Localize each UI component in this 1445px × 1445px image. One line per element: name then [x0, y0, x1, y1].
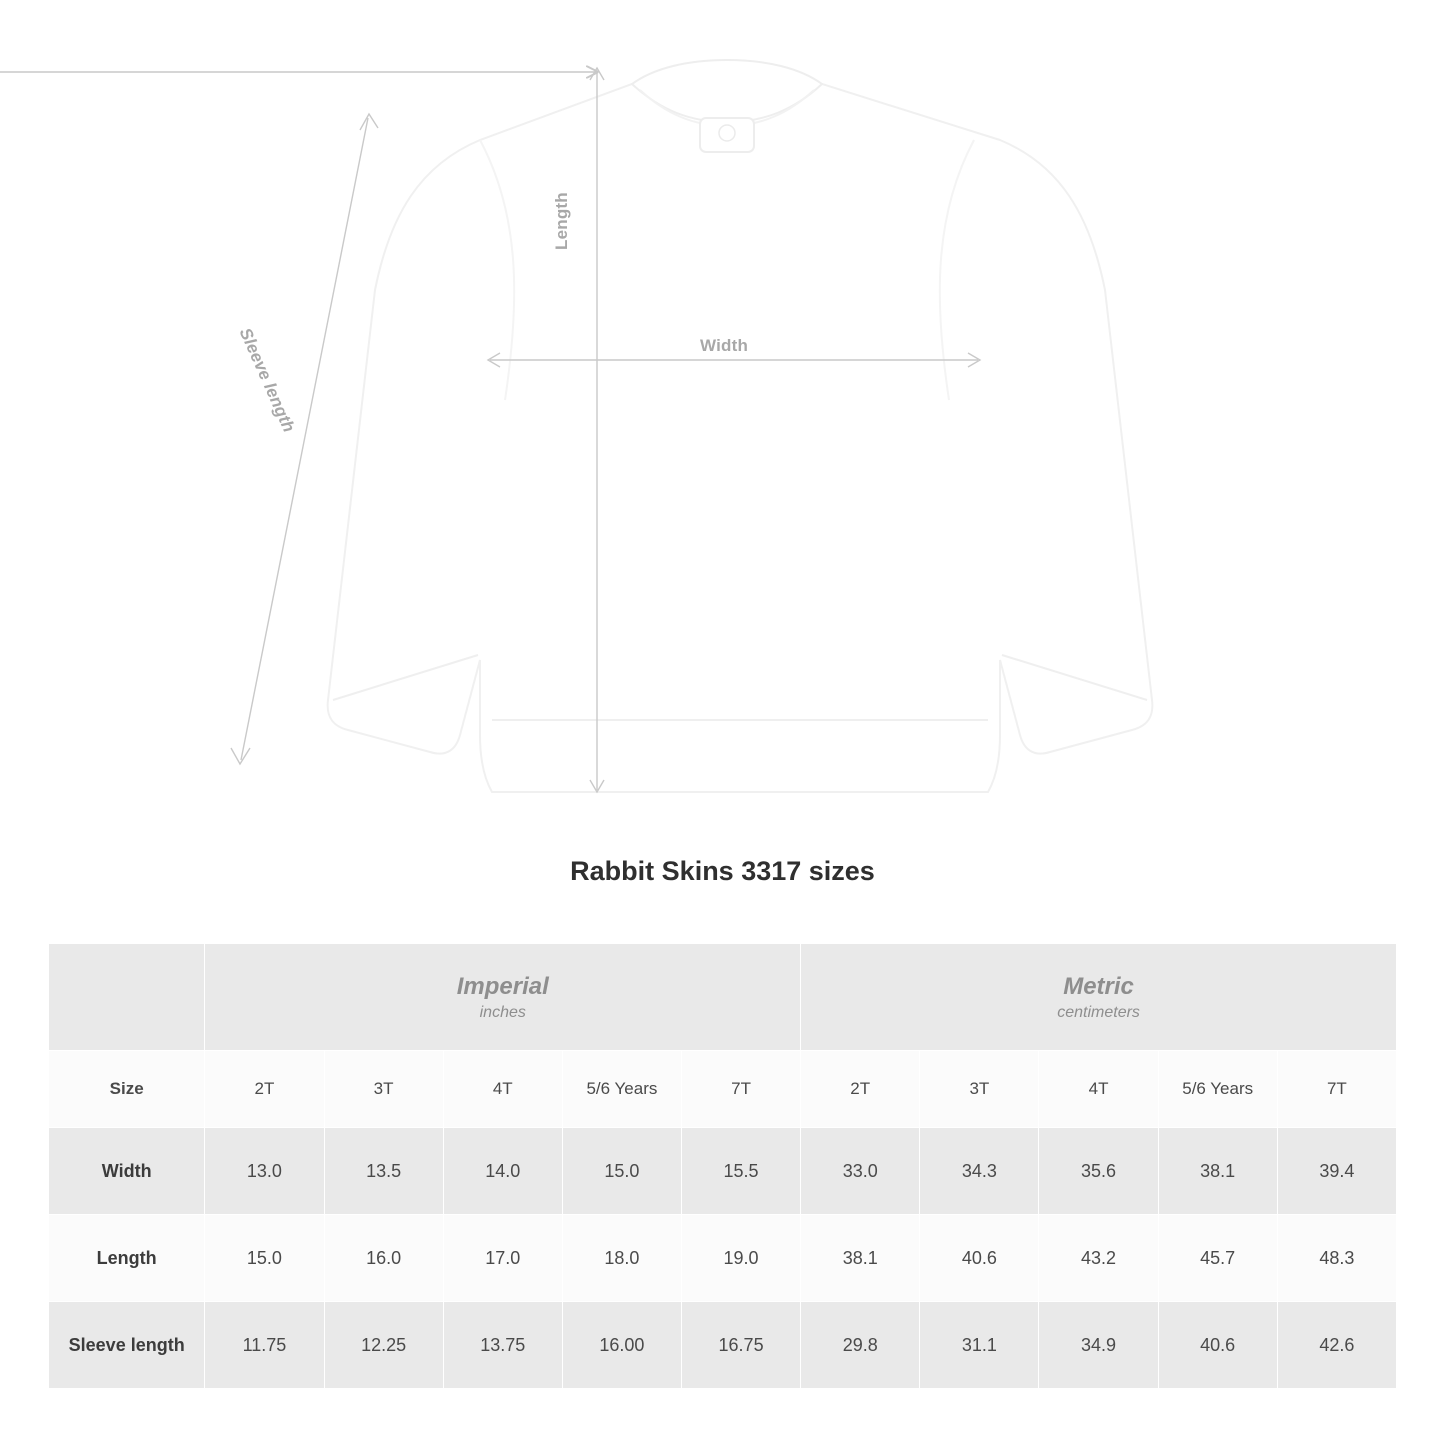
measurement-value: 40.6	[1158, 1302, 1277, 1389]
table-row	[49, 1302, 1397, 1389]
size-column-header: 7T	[681, 1051, 800, 1128]
measurement-value: 13.75	[443, 1302, 562, 1389]
measurement-value: 15.5	[681, 1128, 800, 1215]
unit-group-metric	[801, 944, 1397, 1051]
measurement-value: 11.75	[205, 1302, 324, 1389]
measurement-value: 35.6	[1039, 1128, 1158, 1215]
unit-group-metric-sub: centimeters	[1057, 1004, 1140, 1021]
measurement-value: 15.0	[562, 1128, 681, 1215]
measurement-value: 19.0	[681, 1215, 800, 1302]
size-chart-table	[48, 943, 1397, 1389]
measurement-value: 15.0	[205, 1215, 324, 1302]
table-row	[49, 1215, 1397, 1302]
measurement-value: 34.3	[920, 1128, 1039, 1215]
unit-group-metric-name: Metric	[1063, 973, 1134, 1000]
measurement-value: 38.1	[801, 1215, 920, 1302]
measurement-value: 42.6	[1277, 1302, 1396, 1389]
measurement-label: Length	[49, 1215, 205, 1302]
measurement-value: 34.9	[1039, 1302, 1158, 1389]
measurement-value: 13.0	[205, 1128, 324, 1215]
measurement-value: 43.2	[1039, 1215, 1158, 1302]
unit-header-spacer	[49, 944, 205, 1051]
measurement-value: 38.1	[1158, 1128, 1277, 1215]
measurement-value: 13.5	[324, 1128, 443, 1215]
size-header-row	[49, 1051, 1397, 1128]
measurement-value: 31.1	[920, 1302, 1039, 1389]
measurement-value: 39.4	[1277, 1128, 1396, 1215]
measurement-value: 18.0	[562, 1215, 681, 1302]
unit-system-header-row	[49, 944, 1397, 1051]
width-dimension-label: Width	[700, 336, 749, 355]
size-column-header: 3T	[920, 1051, 1039, 1128]
measurement-value: 45.7	[1158, 1215, 1277, 1302]
measurement-label: Sleeve length	[49, 1302, 205, 1389]
sleeve-dimension-label: Sleeve length	[235, 325, 299, 436]
size-column-header: 4T	[443, 1051, 562, 1128]
size-table-wrapper	[48, 943, 1397, 1389]
measurement-value: 29.8	[801, 1302, 920, 1389]
unit-group-imperial	[205, 944, 801, 1051]
measurement-value: 16.75	[681, 1302, 800, 1389]
measurement-label: Width	[49, 1128, 205, 1215]
measurement-value: 17.0	[443, 1215, 562, 1302]
size-column-header: 2T	[801, 1051, 920, 1128]
sweatshirt-shape	[328, 60, 1153, 792]
measurement-value: 12.25	[324, 1302, 443, 1389]
page-title: Rabbit Skins 3317 sizes	[570, 856, 875, 886]
measurement-value: 14.0	[443, 1128, 562, 1215]
unit-group-imperial-sub: inches	[479, 1004, 526, 1021]
size-column-header: 5/6 Years	[562, 1051, 681, 1128]
measurement-value: 16.00	[562, 1302, 681, 1389]
size-column-header: 2T	[205, 1051, 324, 1128]
measurement-value: 48.3	[1277, 1215, 1396, 1302]
measurement-value: 33.0	[801, 1128, 920, 1215]
measurement-value: 40.6	[920, 1215, 1039, 1302]
size-column-header: 7T	[1277, 1051, 1396, 1128]
length-dimension-label: Length	[552, 192, 571, 250]
measurement-value: 16.0	[324, 1215, 443, 1302]
unit-group-imperial-name: Imperial	[456, 973, 549, 1000]
size-corner-label: Size	[49, 1051, 205, 1128]
size-column-header: 4T	[1039, 1051, 1158, 1128]
table-row	[49, 1128, 1397, 1215]
size-column-header: 3T	[324, 1051, 443, 1128]
size-column-header: 5/6 Years	[1158, 1051, 1277, 1128]
